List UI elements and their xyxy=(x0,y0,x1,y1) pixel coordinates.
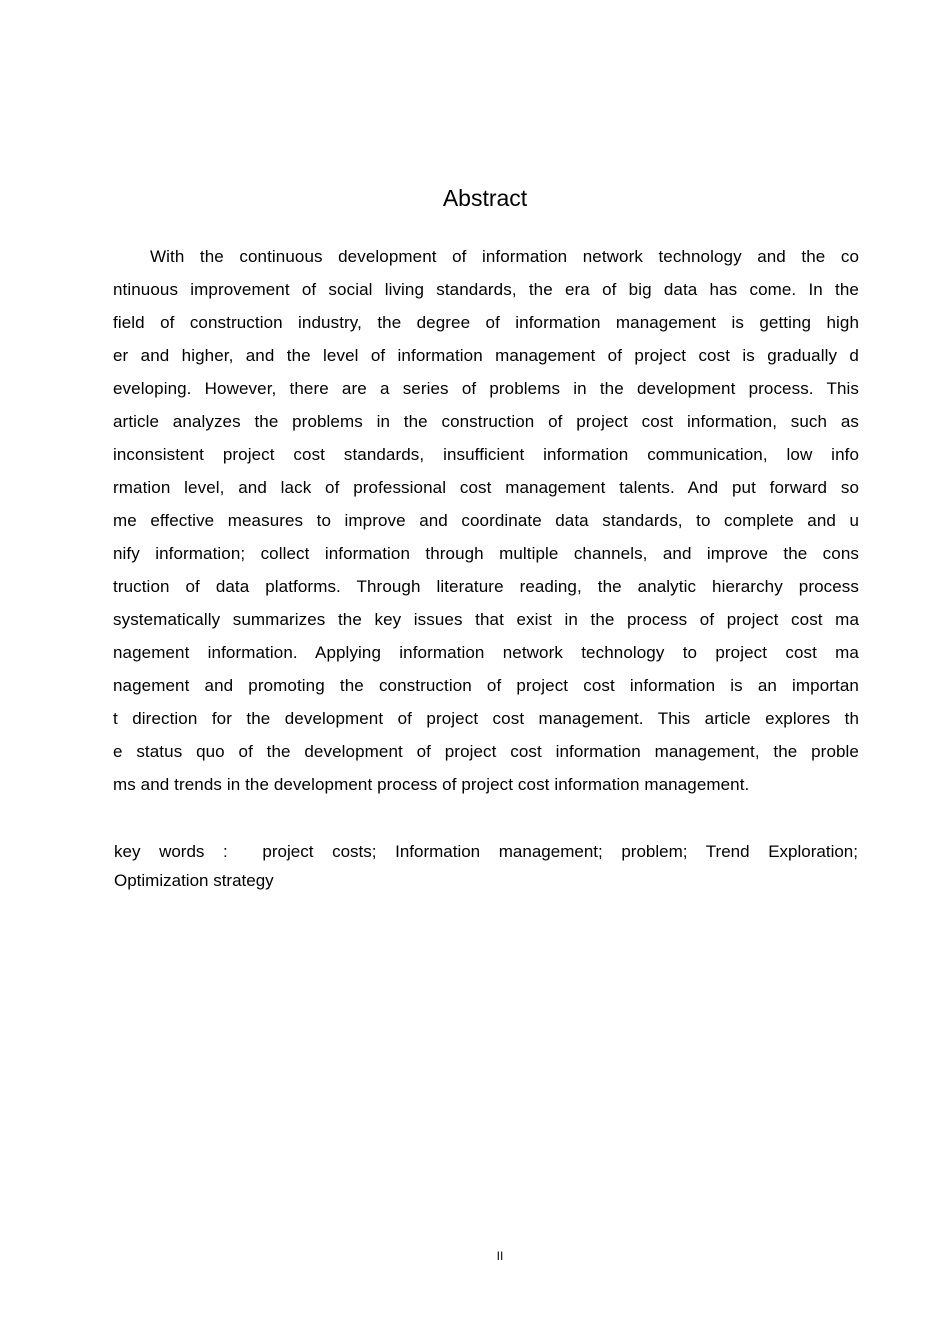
abstract-line: inconsistent project cost standards, insufficient information communication, low info xyxy=(113,445,859,464)
keywords-label: key words : xyxy=(114,842,228,861)
abstract-line: ntinuous improvement of social living standards, the era of big data has come. In the xyxy=(113,280,859,299)
keywords-list: project costs; Information management; problem; Trend Exploration; xyxy=(262,842,858,861)
keywords-row xyxy=(114,837,858,866)
abstract-line: nagement information. Applying information network technology to project cost ma xyxy=(113,643,859,662)
abstract-line: eveloping. However, there are a series of problems in the development process. This xyxy=(113,379,859,398)
abstract-line: nagement and promoting the construction of project cost information is an importan xyxy=(113,676,859,695)
abstract-line: systematically summarizes the key issues that exist in the process of project cost ma xyxy=(113,610,859,629)
keywords-section xyxy=(114,837,858,895)
abstract-line: er and higher, and the level of information management of project cost is gradually d xyxy=(113,346,859,365)
abstract-line: truction of data platforms. Through literature reading, the analytic hierarchy process xyxy=(113,577,859,596)
abstract-body xyxy=(113,240,859,801)
abstract-line: e status quo of the development of project cost information management, the proble xyxy=(113,742,859,761)
abstract-line: nify information; collect information through multiple channels, and improve the cons xyxy=(113,544,859,563)
abstract-line: me effective measures to improve and coordinate data standards, to complete and u xyxy=(113,511,859,530)
abstract-line: ms and trends in the development process of project cost information management. xyxy=(113,775,750,794)
keywords-continuation: Optimization strategy xyxy=(114,871,274,890)
abstract-line: field of construction industry, the degree of information management is getting high xyxy=(113,313,859,332)
abstract-line: article analyzes the problems in the construction of project cost information, such as xyxy=(113,412,859,431)
abstract-line: rmation level, and lack of professional cost management talents. And put forward so xyxy=(113,478,859,497)
abstract-line: With the continuous development of information network technology and the co xyxy=(150,247,859,266)
abstract-title: Abstract xyxy=(442,185,528,211)
abstract-line: t direction for the development of project cost management. This article explores th xyxy=(113,709,859,728)
page-number: II xyxy=(496,1249,504,1263)
